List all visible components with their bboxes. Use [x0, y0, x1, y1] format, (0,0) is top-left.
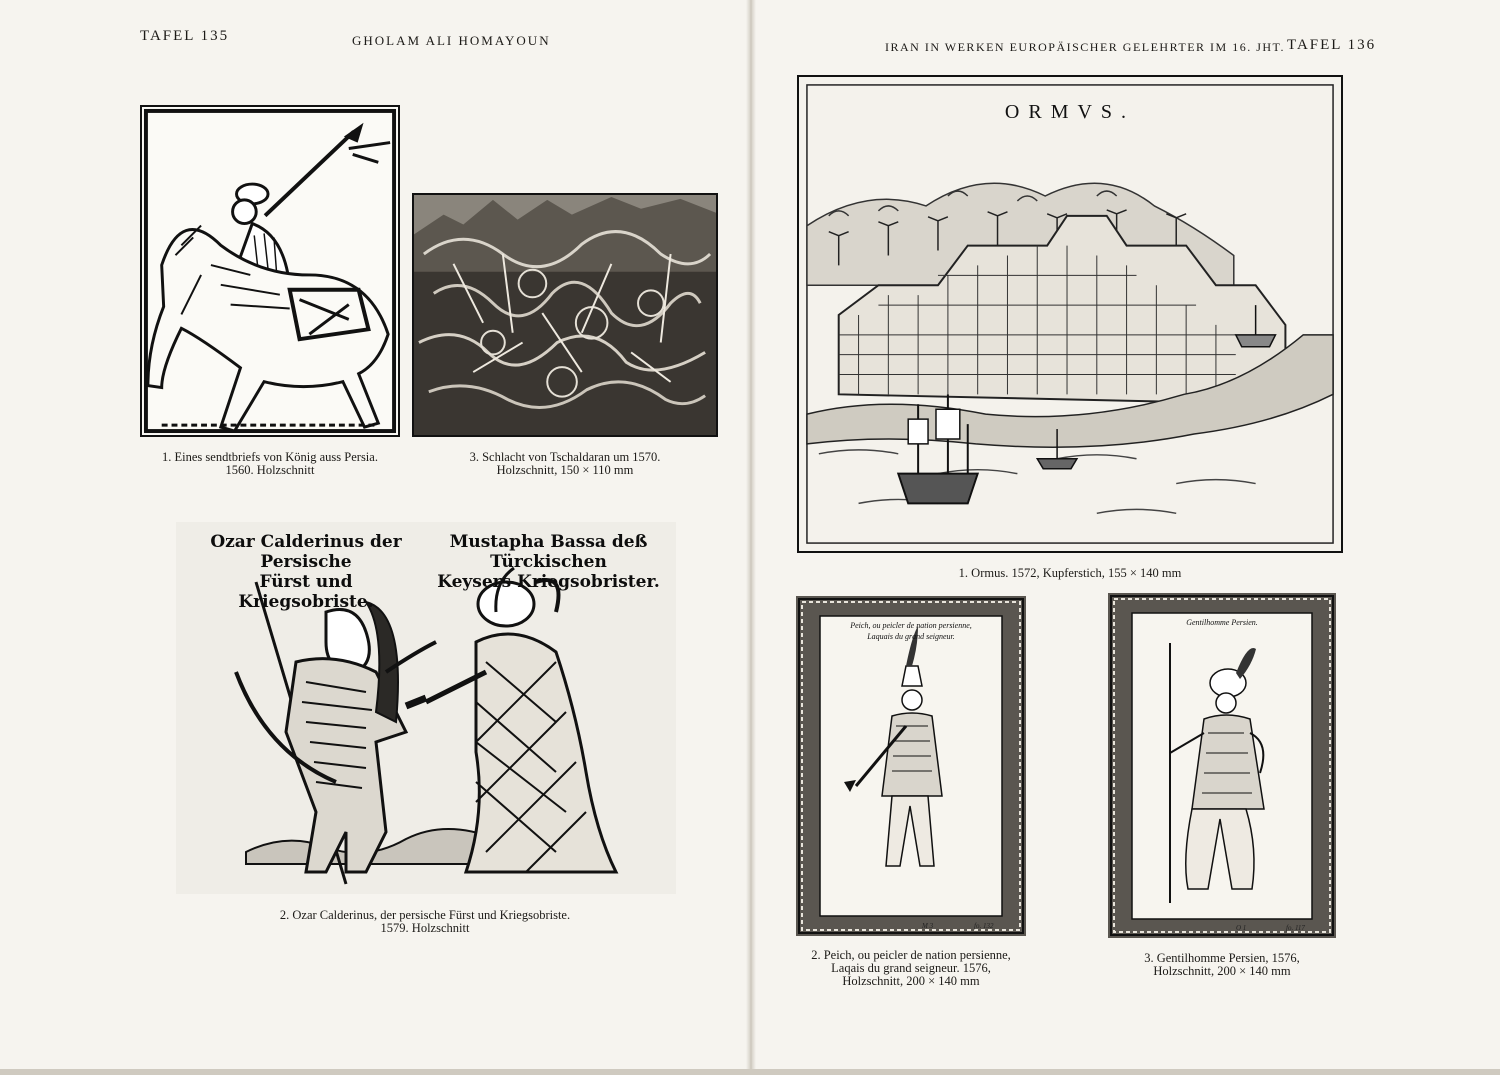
commanders-woodcut	[176, 522, 676, 894]
figure-1-caption-line-2: 1560. Holzschnitt	[225, 463, 315, 477]
plate-number-right: TAFEL 136	[1287, 37, 1377, 53]
inscription-left-line-2: Fürst und Kriegsobriste.	[238, 572, 374, 612]
gentilhomme-caption-line-2: Holzschnitt, 200 × 140 mm	[1153, 964, 1291, 978]
inscription-right-line-2: Keysers Kriegsobrister.	[437, 572, 660, 592]
inscription-left-figure	[196, 532, 416, 612]
inscription-left-line-1: Ozar Calderinus der Persische	[210, 532, 402, 572]
peich-plate-inscription-line-1: Peich, ou peicler de nation persienne,	[850, 621, 972, 630]
plate-number-left: TAFEL 135	[140, 28, 230, 44]
gentilhomme-caption-line-1: 3. Gentilhomme Persien, 1576,	[1144, 951, 1300, 965]
ormus-engraving	[797, 75, 1343, 553]
inscription-right-line-1: Mustapha Bassa deß Türckischen	[449, 532, 648, 572]
gentilhomme-plate-signature: O 1	[1236, 924, 1247, 932]
gentilhomme-caption	[1105, 952, 1339, 978]
peich-caption-line-3: Holzschnitt, 200 × 140 mm	[842, 974, 980, 988]
peich-caption	[795, 949, 1027, 988]
peich-plate-folio: fo. 132	[974, 922, 994, 930]
peich-caption-line-2: Laqais du grand seigneur. 1576,	[831, 961, 991, 975]
ormus-caption: 1. Ormus. 1572, Kupferstich, 155 × 140 mm	[958, 566, 1182, 580]
figure-3-caption	[415, 451, 715, 477]
battle-woodcut	[412, 193, 718, 437]
figure-1-caption-line-1: 1. Eines sendtbriefs von König auss Persia.	[162, 450, 378, 464]
figure-2-caption-line-2: 1579. Holzschnitt	[380, 921, 470, 935]
figure-2-caption-line-1: 2. Ozar Calderinus, der persische Fürst und Kriegsobriste.	[279, 908, 571, 922]
gentilhomme-plate-folio: fo. 117	[1286, 924, 1305, 932]
gentilhomme-plate-inscription: Gentilhomme Persien.	[1186, 618, 1258, 627]
figure-1-caption	[125, 451, 415, 477]
peich-plate-signature: M 3	[922, 922, 934, 930]
ormus-inscription: ORMVS.	[1004, 101, 1136, 123]
peich-woodcut	[796, 596, 1026, 936]
page-bottom-edge	[0, 1069, 1500, 1075]
author-running-head: GHOLAM ALI HOMAYOUN	[352, 33, 551, 48]
peich-plate-inscription-line-2: Laquais du grand seigneur.	[867, 632, 955, 641]
inscription-right-figure	[426, 532, 671, 592]
peich-caption-line-1: 2. Peich, ou peicler de nation persienne,	[811, 948, 1011, 962]
running-title: IRAN IN WERKEN EUROPÄISCHER GELEHRTER IM 16. JHT.	[885, 40, 1285, 54]
peich-plate-inscription	[826, 620, 996, 642]
figure-3-caption-line-2: Holzschnitt, 150 × 110 mm	[496, 463, 634, 477]
book-gutter	[746, 0, 756, 1075]
horseman-woodcut	[140, 105, 400, 437]
figure-2-caption	[230, 909, 620, 935]
gentilhomme-woodcut	[1108, 593, 1336, 938]
figure-3-caption-line-1: 3. Schlacht von Tschaldaran um 1570.	[469, 450, 661, 464]
